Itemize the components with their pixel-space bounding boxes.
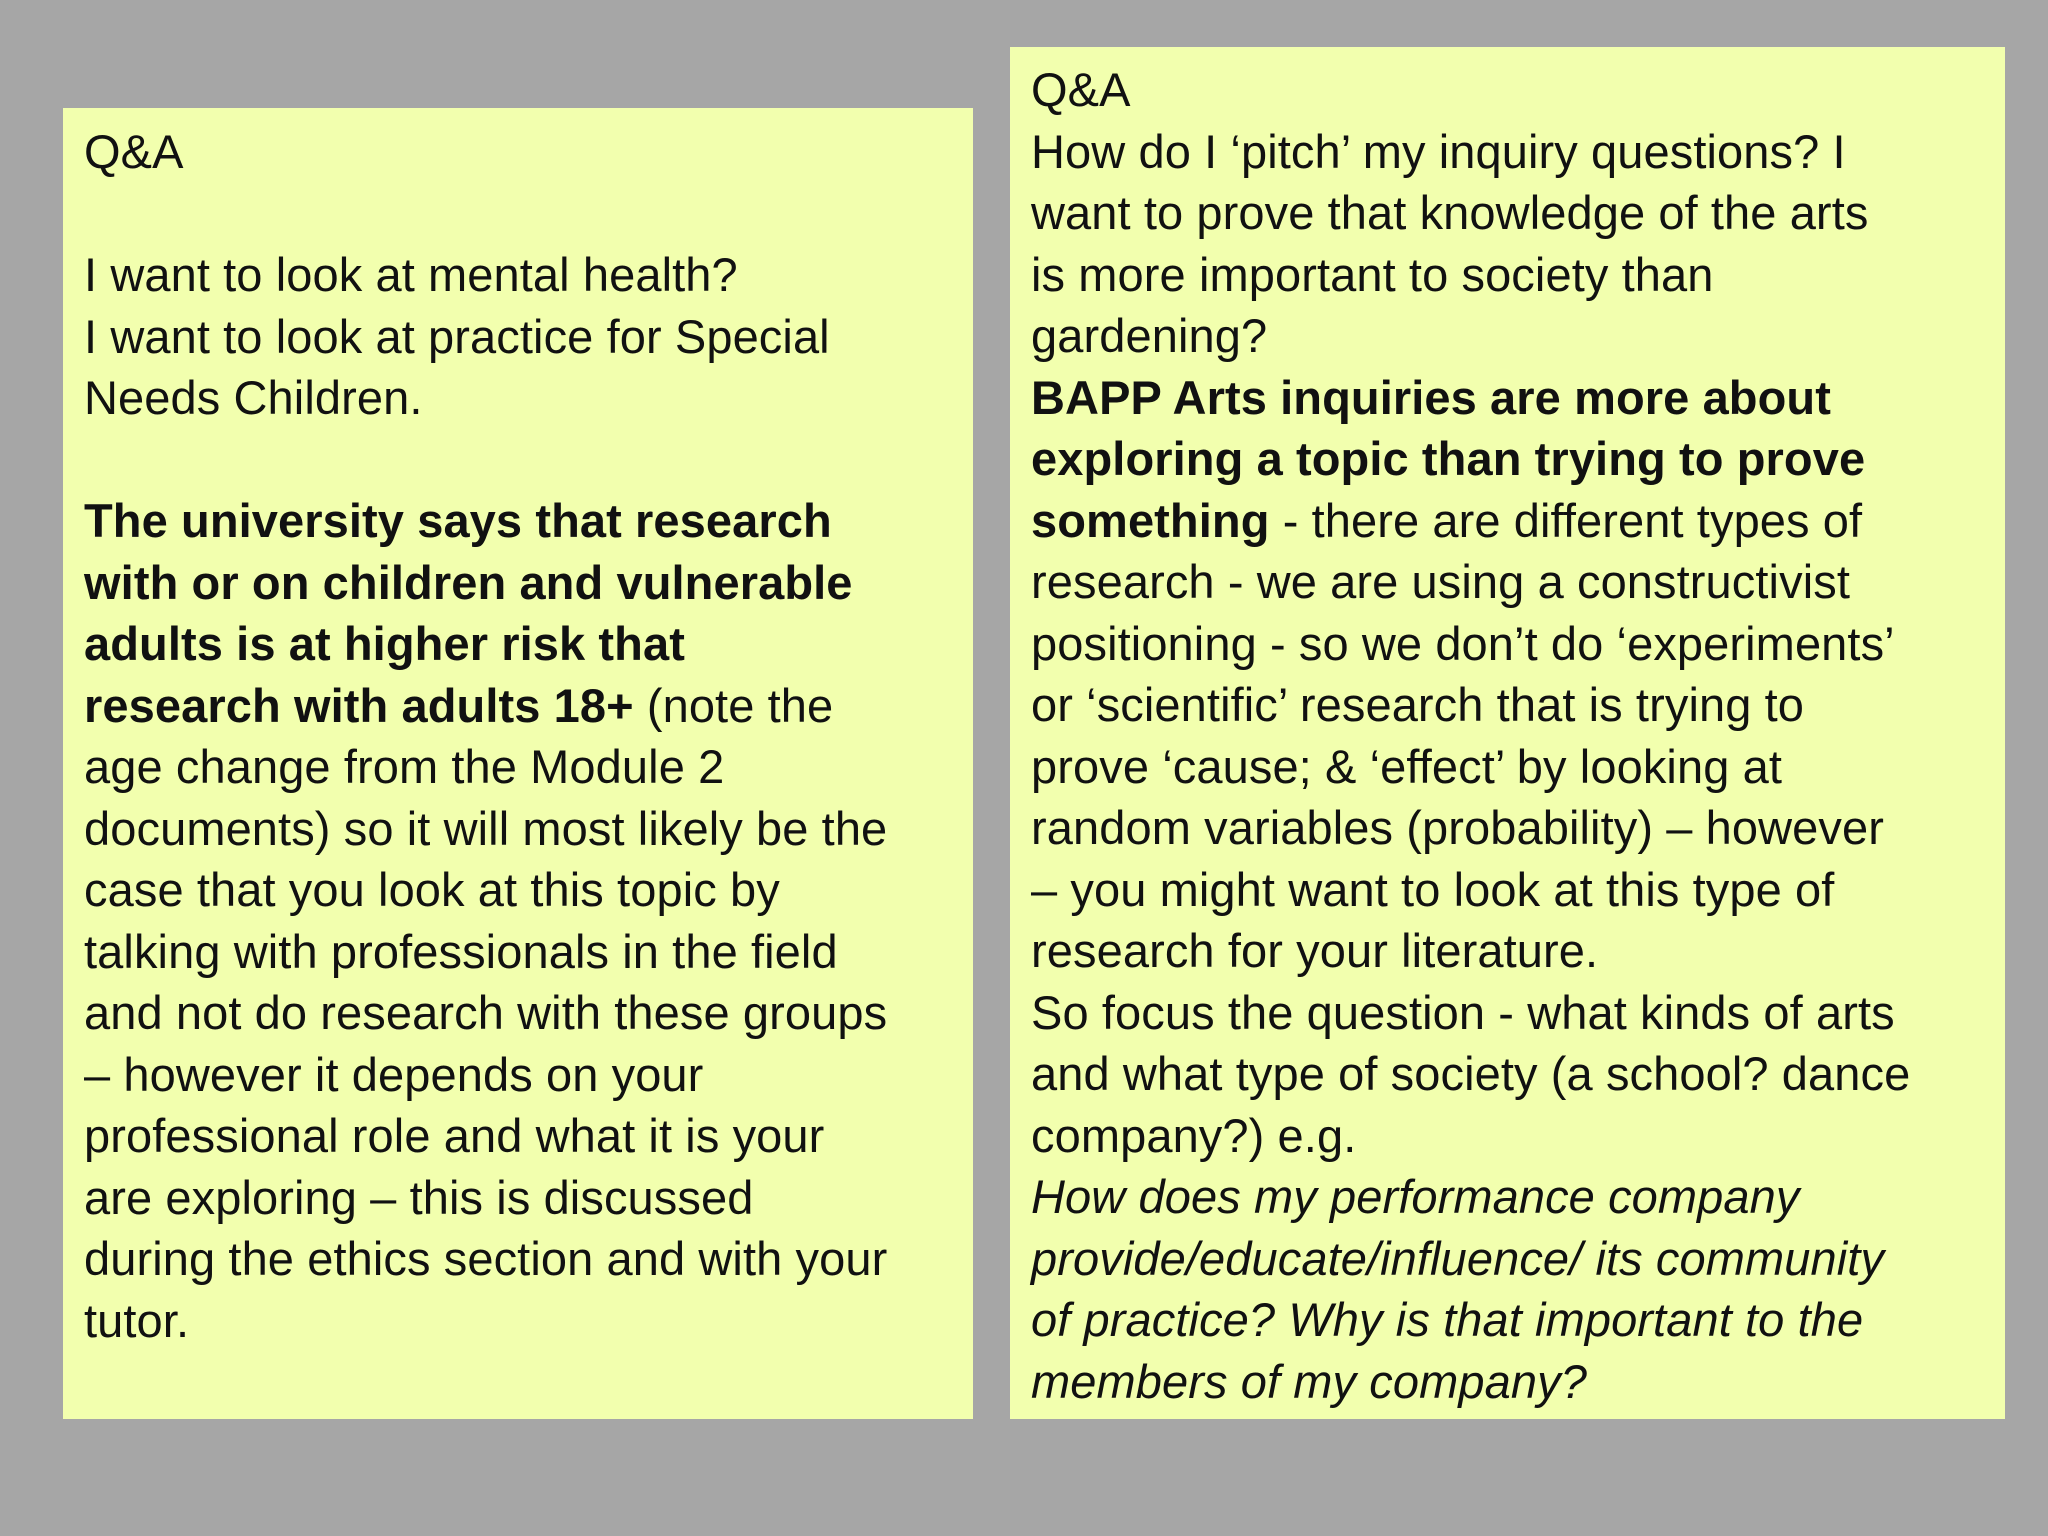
left-question-line-3: Needs Children. bbox=[84, 371, 423, 424]
left-answer-line-4: talking with professionals in the field bbox=[84, 924, 838, 978]
left-answer-line-7: professional role and what it is your bbox=[84, 1109, 825, 1162]
left-answer-bold-line-1: The university says that research bbox=[84, 494, 832, 547]
left-card-heading: Q&A bbox=[84, 125, 184, 178]
left-answer-line-6: – however it depends on your bbox=[84, 1047, 704, 1101]
left-answer-bold-segment: research with adults 18+ bbox=[84, 678, 634, 732]
right-answer-bold-line-2: exploring a topic than trying to prove bbox=[1031, 432, 1866, 485]
right-answer-line-8: So focus the question - what kinds of arts bbox=[1031, 985, 1895, 1039]
right-example-italic-line-1: How does my performance company bbox=[1031, 1170, 1800, 1223]
left-answer-line-3: case that you look at this topic by bbox=[84, 863, 780, 916]
left-answer-line-5: and not do research with these groups bbox=[84, 986, 888, 1039]
right-answer-line-1: research - we are using a constructivist bbox=[1031, 555, 1850, 608]
right-qa-card bbox=[1010, 47, 2005, 1419]
left-question-line-2: I want to look at practice for Special bbox=[84, 309, 830, 363]
left-question-line-1: I want to look at mental health? bbox=[84, 248, 738, 301]
left-answer-bold-line-3: adults is at higher risk that bbox=[84, 617, 685, 670]
right-question-line-4: gardening? bbox=[1031, 309, 1268, 362]
right-question-line-1: How do I ‘pitch’ my inquiry questions? I bbox=[1031, 124, 1846, 178]
left-answer-mixed-line bbox=[84, 675, 973, 737]
right-answer-line-2: positioning - so we don’t do ‘experiments’ bbox=[1031, 616, 1895, 670]
right-card-heading: Q&A bbox=[1031, 63, 1131, 116]
right-answer-line-4: prove ‘cause; & ‘effect’ by looking at bbox=[1031, 739, 1783, 793]
right-answer-bold-line-1: BAPP Arts inquiries are more about bbox=[1031, 370, 1831, 424]
blank-line bbox=[84, 429, 973, 491]
right-answer-line-5: random variables (probability) – however bbox=[1031, 801, 1885, 854]
right-question-line-2: want to prove that knowledge of the arts bbox=[1031, 186, 1869, 239]
right-question-line-3: is more important to society than bbox=[1031, 247, 1714, 301]
left-qa-card bbox=[63, 108, 973, 1419]
right-example-italic-line-2: provide/educate/influence/ its community bbox=[1031, 1231, 1885, 1285]
left-answer-normal-segment: (note the bbox=[633, 678, 834, 732]
right-answer-bold-segment: something bbox=[1031, 493, 1270, 547]
right-answer-line-3: or ‘scientific’ research that is trying to bbox=[1031, 678, 1805, 731]
right-answer-line-10: company?) e.g. bbox=[1031, 1108, 1357, 1162]
right-example-italic-line-4: members of my company? bbox=[1031, 1354, 1587, 1408]
left-answer-line-8: are exploring – this is discussed bbox=[84, 1170, 754, 1224]
right-answer-line-9: and what type of society (a school? dance bbox=[1031, 1047, 1911, 1100]
right-answer-mixed-line bbox=[1031, 490, 2005, 552]
right-example-italic-line-3: of practice? Why is that important to the bbox=[1031, 1293, 1864, 1346]
left-answer-line-9: during the ethics section and with your bbox=[84, 1232, 888, 1285]
right-answer-normal-segment: - there are different types of bbox=[1269, 493, 1863, 547]
right-answer-line-6: – you might want to look at this type of bbox=[1031, 862, 1835, 916]
left-answer-line-1: age change from the Module 2 bbox=[84, 740, 725, 793]
left-answer-bold-line-2: with or on children and vulnerable bbox=[84, 555, 853, 609]
left-answer-line-2: documents) so it will most likely be the bbox=[84, 801, 888, 855]
left-answer-line-10: tutor. bbox=[84, 1293, 190, 1347]
blank-line bbox=[84, 183, 973, 245]
right-answer-line-7: research for your literature. bbox=[1031, 924, 1599, 977]
